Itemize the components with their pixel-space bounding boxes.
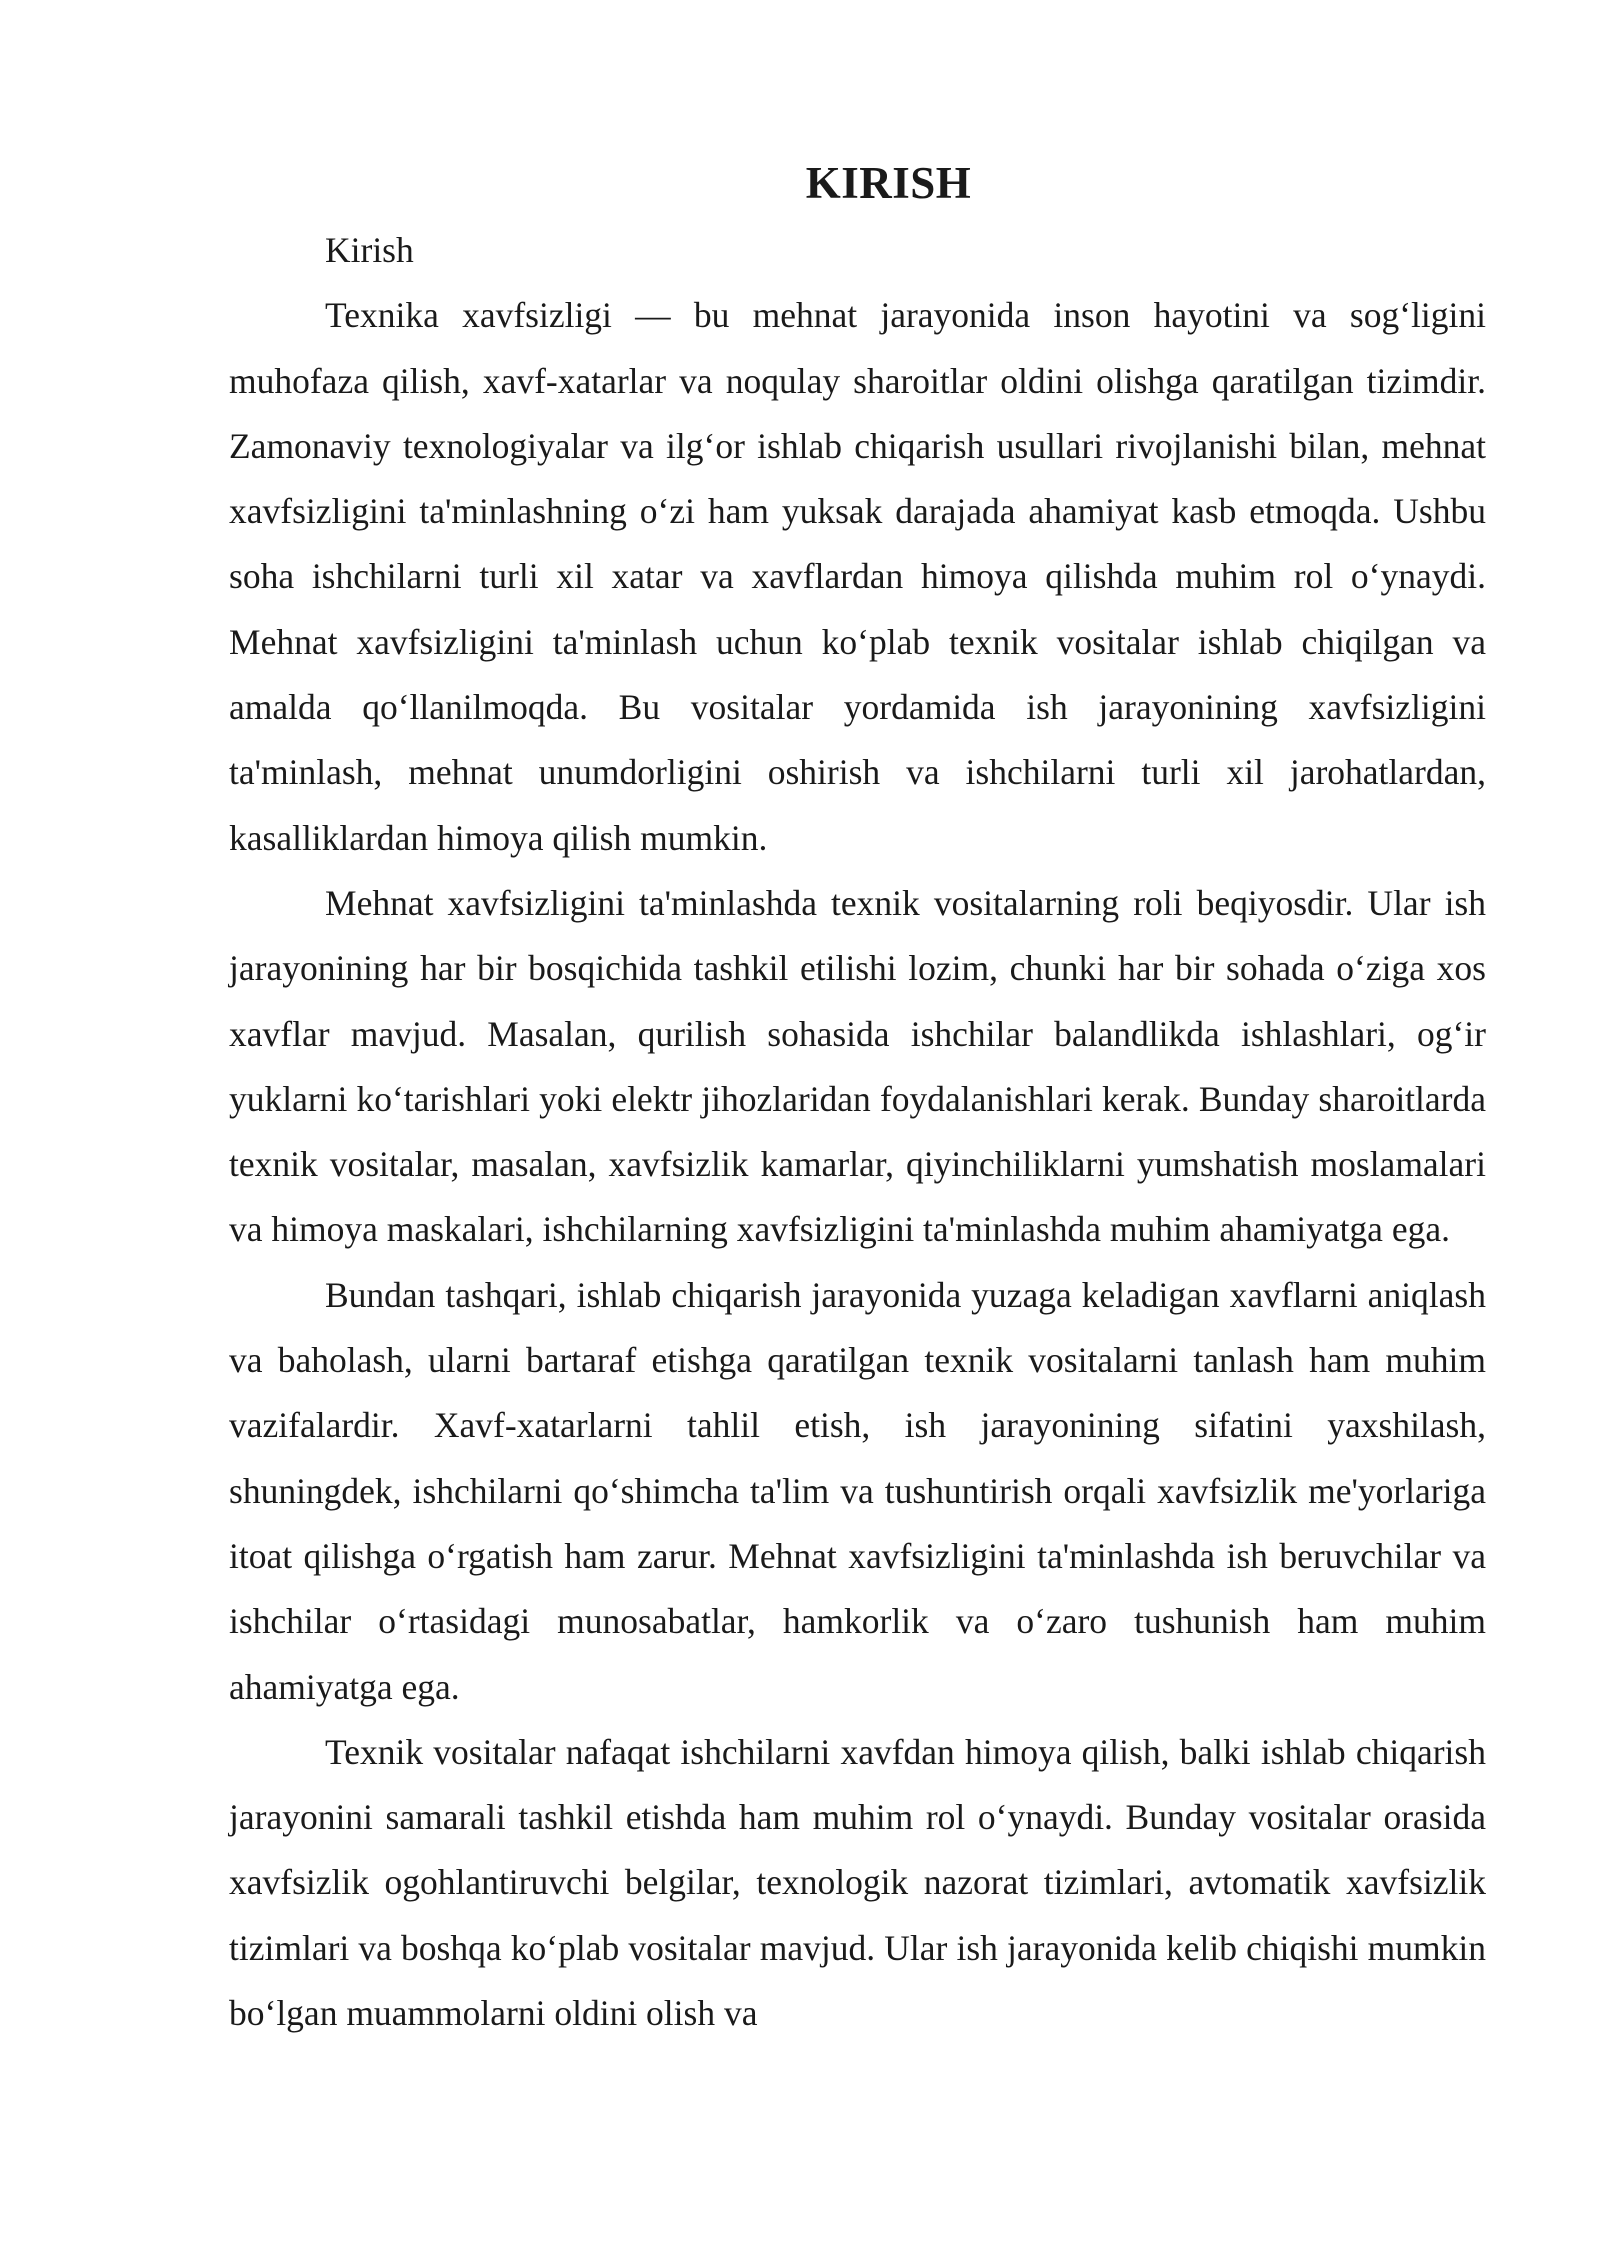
document-body [229,148,1486,2046]
page-title: KIRISH [805,158,972,208]
paragraph-4: Texnik vositalar nafaqat ishchilarni xavfdan himoya qilish, balki ishlab chiqarish jarayonini samarali tashkil etishda ham muhim rol o‘ynaydi. Bunday vositalar orasida xavfsizlik ogohlantiruvchi belgilar, texnologik nazorat tizimlari, avtomatik xavfsizlik tizimlari va boshqa ko‘plab vositalar mavjud. Ular ish jarayonida kelib chiqishi mumkin bo‘lgan muammolarni oldini olish va [229,1731,1486,2034]
paragraph-3: Bundan tashqari, ishlab chiqarish jarayonida yuzaga keladigan xavflarni aniqlash va baholash, ularni bartaraf etishga qaratilgan texnik vositalarni tanlash ham muhim vazifalardir. Xavf-xatarlarni tahlil etish, ish jarayonining sifatini yaxshilash, shuningdek, ishchilarni qo‘shimcha ta'lim va tushuntirish orqali xavfsizlik me'yorlariga itoat qilishga o‘rgatish ham zarur. Mehnat xavfsizligini ta'minlashda ish beruvchilar va ishchilar o‘rtasidagi munosabatlar, hamkorlik va o‘zaro tushunish ham muhim ahamiyatga ega. [229,1274,1486,1707]
paragraph-2: Mehnat xavfsizligini ta'minlashda texnik vositalarning roli beqiyosdir. Ular ish jarayonining har bir bosqichida tashkil etilishi lozim, chunki har bir sohada o‘ziga xos xavflar mavjud. Masalan, qurilish sohasida ishchilar balandlikda ishlashlari, og‘ir yuklarni ko‘tarishlari yoki elektr jihozlaridan foydalanishlari kerak. Bunday sharoitlarda texnik vositalar, masalan, xavfsizlik kamarlar, qiyinchiliklarni yumshatish moslamalari va himoya maskalari, ishchilarning xavfsizligini ta'minlashda muhim ahamiyatga ega. [229,882,1486,1250]
section-subtitle: Kirish [325,230,414,270]
paragraph-1: Texnika xavfsizligi — bu mehnat jarayonida inson hayotini va sog‘ligini muhofaza qilish, xavf-xatarlar va noqulay sharoitlar oldini olishga qaratilgan tizimdir. Zamonaviy texnologiyalar va ilg‘or ishlab chiqarish usullari rivojlanishi bilan, mehnat xavfsizligini ta'minlashning o‘zi ham yuksak darajada ahamiyat kasb etmoqda. Ushbu soha ishchilarni turli xil xatar va xavflardan himoya qilishda muhim rol o‘ynaydi. Mehnat xavfsizligini ta'minlash uchun ko‘plab texnik vositalar ishlab chiqilgan va amalda qo‘llanilmoqda. Bu vositalar yordamida ish jarayonining xavfsizligini ta'minlash, mehnat unumdorligini oshirish va ishchilarni turli xil jarohatlardan, kasalliklardan himoya qilish mumkin. [229,295,1486,858]
